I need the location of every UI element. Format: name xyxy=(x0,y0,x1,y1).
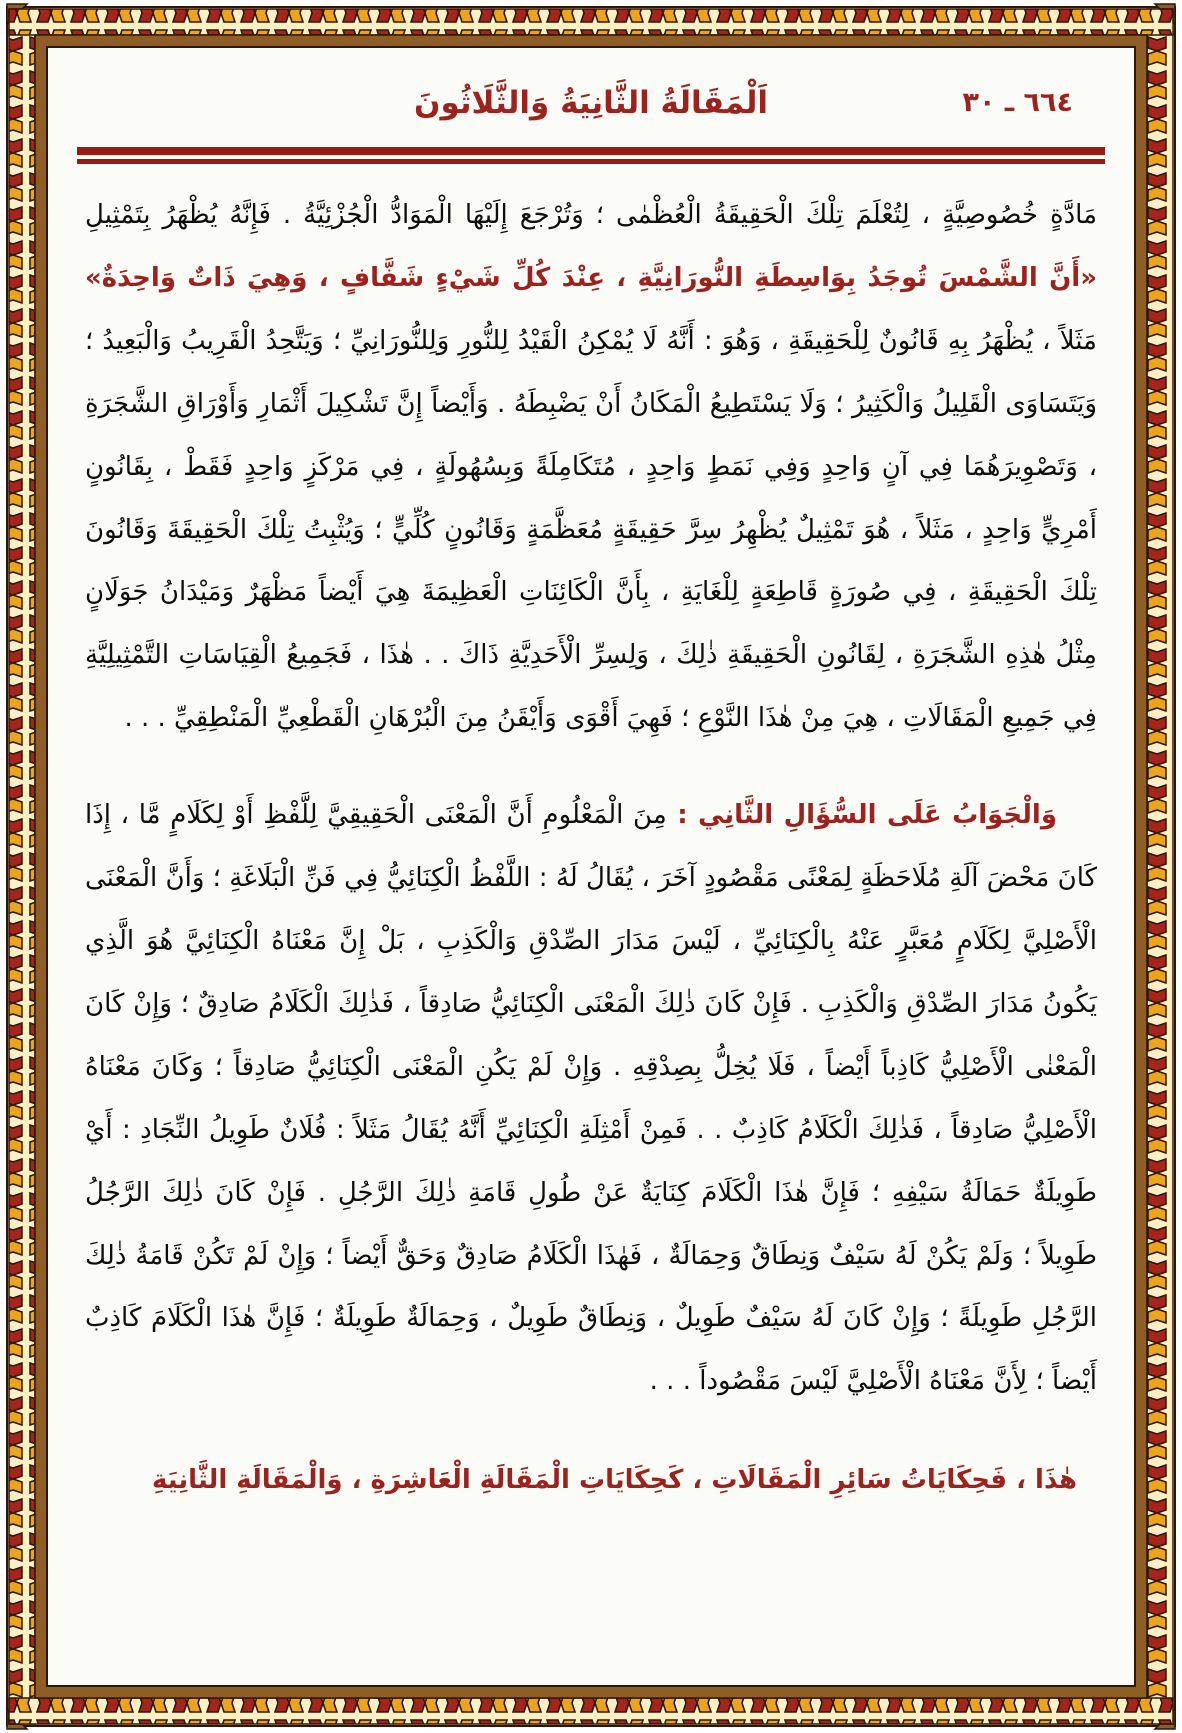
paragraph xyxy=(85,784,1097,1413)
text-segment-red: وَالْجَوَابُ عَلَى السُّؤَالِ الثَّانِي : xyxy=(666,800,1058,831)
text-segment: مِنَ الْمَعْلُومِ أَنَّ الْمَعْنَى الْحَقِيقِيَّ لِلَّفْظِ أَوْ لِكَلَامٍ مَّا ، إِذَا كَانَ مَحْضَ آلَةِ مُلَاحَظَةٍ لِمَعْنًى مَقْصُودٍ آخَرَ ، يُقَالُ لَهُ : اللَّفْظُ الْكِنَائِيُّ فِي فَنِّ الْبَلَاغَةِ ؛ وَأَنَّ الْمَعْنَى الْأَصْلِيَّ لِكَلَامٍ مُعَبَّرٍ عَنْهُ بِالْكِنَائِيِّ ، لَيْسَ مَدَارَ الصِّدْقِ وَالْكَذِبِ ، بَلْ إِنَّ مَعْنَاهُ الْكِنَائِيَّ هُوَ الَّذِي يَكُونُ مَدَارَ الصِّدْقِ وَالْكَذِبِ . فَإِنْ كَانَ ذٰلِكَ الْمَعْنَى الْكِنَائِيُّ صَادِقاً ، فَذٰلِكَ الْكَلَامُ صَادِقٌ ؛ وَإِنْ كَانَ الْمَعْنٰى الْأَصْلِيُّ كَاذِباً أَيْضاً ، فَلَا يُخِلُّ بِصِدْقِهِ . وَإِنْ لَمْ يَكُنِ الْمَعْنَى الْكِنَائِيُّ صَادِقاً ؛ وَكَانَ مَعْنَاهُ الْأَصْلِيُّ صَادِقاً ، فَذٰلِكَ الْكَلَامُ كَاذِبٌ . . فَمِنْ أَمْثِلَةِ الْكِنَائِيِّ أَنَّهُ يُقَالُ مَثَلاً : فُلَانٌ طَوِيلُ النِّجَادِ : أَيْ طَوِيلَةٌ حَمَالَةُ سَيْفِهِ ؛ فَإِنَّ هٰذَا الْكَلَامَ كِنَايَةٌ عَنْ طُولِ قَامَةِ ذٰلِكَ الرَّجُلِ . فَإِنْ كَانَ ذٰلِكَ الرَّجُلُ طَوِيلاً ؛ وَلَمْ يَكُنْ لَهُ سَيْفٌ وَنِطَاقٌ وَحِمَالَةٌ ، فَهٰذَا الْكَلَامُ صَادِقٌ وَحَقٌّ أَيْضاً ؛ وَإِنْ لَمْ تَكُنْ قَامَةُ ذٰلِكَ الرَّجُلِ طَوِيلَةً ؛ وَإِنْ كَانَ لَهُ سَيْفٌ طَوِيلٌ ، وَنِطَاقٌ طَوِيلٌ ، وَحِمَالَةٌ طَوِيلَةٌ ؛ فَإِنَّ هٰذَا الْكَلَامَ كَاذِبٌ أَيْضاً ؛ لِأَنَّ مَعْنَاهُ الْأَصْلِيَّ لَيْسَ مَقْصُوداً . . . xyxy=(85,800,1097,1397)
page-content xyxy=(49,49,1133,1684)
paragraph xyxy=(85,1449,1097,1512)
body-text xyxy=(85,184,1097,1512)
text-segment: مَادَّةٍ خُصُوصِيَّةٍ ، لِتُعْلَمَ تِلْكَ الْحَقِيقَةُ الْعُظْمٰى ؛ وَتُرْجَعَ إِلَيْهَا الْمَوَادُّ الْجُزْئِيَّةُ . فَإِنَّهُ يُظْهَرُ بِتَمْثِيلِ xyxy=(85,200,1097,230)
text-segment-red: «أَنَّ الشَّمْسَ تُوجَدُ بِوَاسِطَةِ النُّورَانِيَّةِ ، عِنْدَ كُلِّ شَيْءٍ شَفَّافٍ ، وَهِيَ ذَاتٌ وَاحِدَةٌ» xyxy=(85,262,1097,293)
header-divider xyxy=(77,147,1105,164)
page-number: ٦٦٤ ـ ٣٠ xyxy=(962,87,1073,118)
page-header xyxy=(49,67,1133,139)
text-segment: مَثَلاً ، يُظْهَرُ بِهِ قَانُونٌ لِلْحَقِيقَةِ ، وَهُوَ : أَنَّهُ لَا يُمْكِنُ الْقَيْدُ لِلنُّورِ وَلِلنُّورَانِيِّ ؛ وَيَتَّحِدُ الْقَرِيبُ وَالْبَعِيدُ ؛ وَيَتَسَاوَى الْقَلِيلُ وَالْكَثِيرُ ؛ وَلَا يَسْتَطِيعُ الْمَكَانُ أَنْ يَضْبِطَهُ . وَأَيْضاً إِنَّ تَشْكِيلَ أَثْمَارِ وَأَوْرَاقِ الشَّجَرَةِ ، وَتَصْوِيرَهُمَا فِي آنٍ وَاحِدٍ وَفِي نَمَطٍ وَاحِدٍ ، مُتَكَامِلَةً وَبِسُهُولَةٍ ، فِي مَرْكَزٍ وَاحِدٍ فَقَطْ ، بِقَانُونٍ أَمْرِيٍّ وَاحِدٍ ، مَثَلاً ، هُوَ تَمْثِيلٌ يُظْهِرُ سِرَّ حَقِيقَةٍ مُعَظَّمَةٍ وَقَانُونٍ كُلِّيٍّ ؛ وَيُثْبِتُ تِلْكَ الْحَقِيقَةَ وَقَانُونَ تِلْكَ الْحَقِيقَةِ ، فِي صُورَةٍ قَاطِعَةٍ لِلْغَايَةِ ، بِأَنَّ الْكَائِنَاتِ الْعَظِيمَةَ هِيَ أَيْضاً مَظْهَرٌ وَمَيْدَانُ جَوَلَانٍ مِثْلُ هٰذِهِ الشَّجَرَةِ ، لِقَانُونِ الْحَقِيقَةِ ذٰلِكَ ، وَلِسِرِّ الْأَحَدِيَّةِ ذَاكَ . . هٰذَا ، فَجَمِيعُ الْقِيَاسَاتِ التَّمْثِيلِيَّةِ فِي جَمِيعِ الْمَقَالَاتِ ، هِيَ مِنْ هٰذَا النَّوْعِ ؛ فَهِيَ أَقْوَى وَأَيْقَنُ مِنَ الْبُرْهَانِ الْقَطْعِيِّ الْمَنْطِقِيِّ . . . xyxy=(85,325,1097,734)
page-title: اَلْمَقَالَةُ الثَّانِيَةُ وَالثَّلَاثُونَ xyxy=(414,85,768,121)
text-segment-red: هٰذَا ، فَحِكَايَاتُ سَائِرِ الْمَقَالَاتِ ، كَحِكَايَاتِ الْمَقَالَةِ الْعَاشِرَةِ ، وَالْمَقَالَةِ الثَّانِيَةِ xyxy=(152,1465,1077,1496)
paragraph xyxy=(85,184,1097,750)
